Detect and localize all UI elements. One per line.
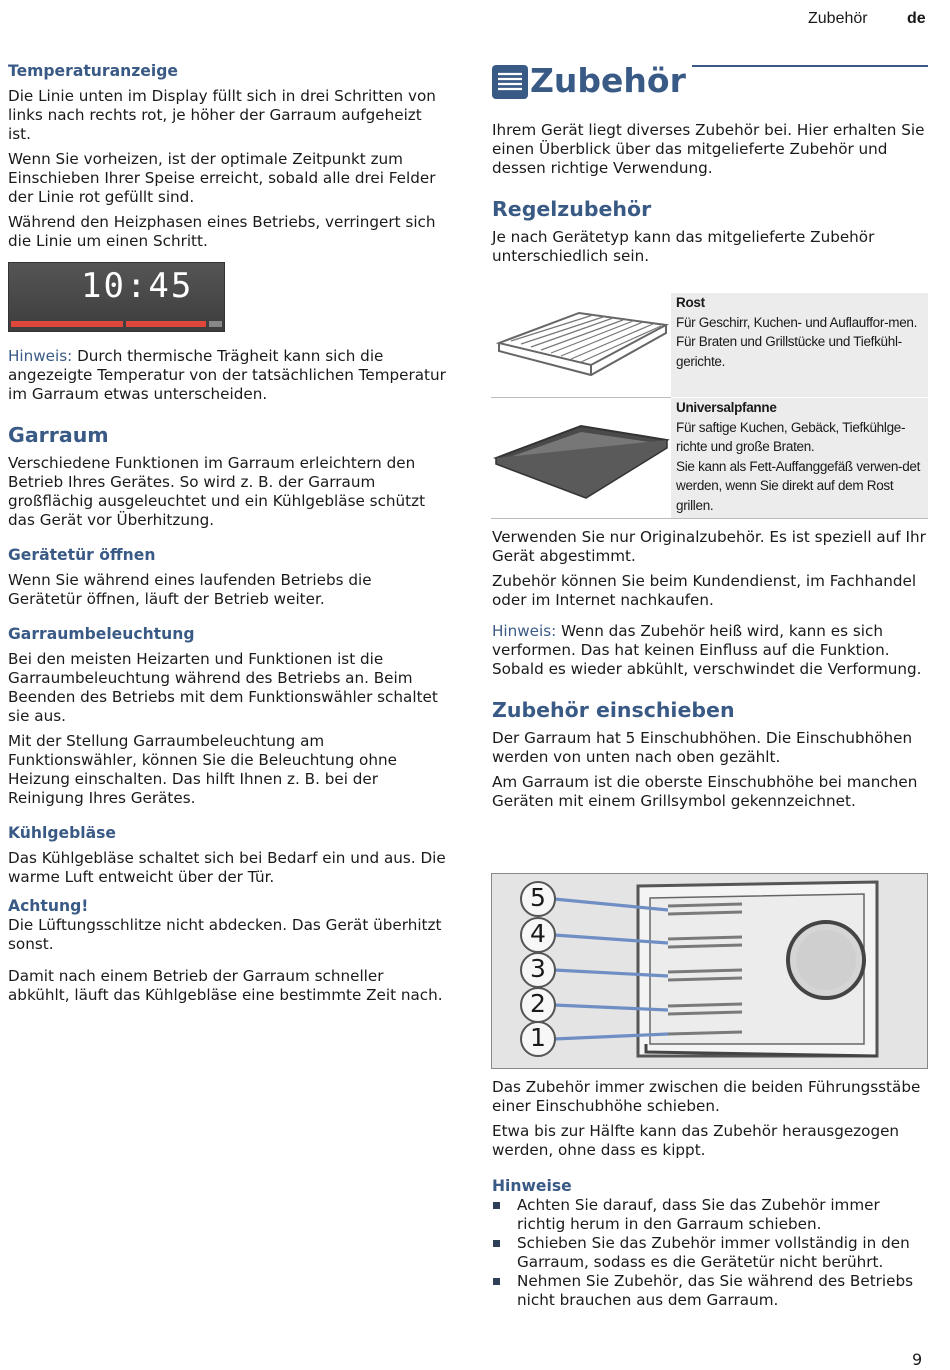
level-label-3: 3 (530, 954, 546, 983)
light-paragraph-2: Mit der Stellung Garraumbeleuchtung am Funktionswähler, können Sie die Beleuchtung ohne Heizung einschalten. Das hilft Ihnen z. B. bei der Reinigung Ihres Gerätes. (8, 732, 397, 807)
pan-desc-1: Für saftige Kuchen, Gebäck, Tiefkühlge-richte und große Braten. (676, 419, 906, 454)
left-column-lower (8, 347, 448, 1011)
hint-text: Durch thermische Trägheit kann sich die angezeigte Temperatur von der tatsächlichen Temperatur im Garraum etwas unterscheiden. (8, 347, 446, 403)
display-illustration (8, 262, 225, 332)
list-item (492, 1234, 932, 1272)
fan-paragraph-2: Damit nach einem Betrieb der Garraum schneller abkühlt, läuft das Kühlgebläse eine bestimmte Zeit nach. (8, 967, 443, 1004)
level-label-1: 1 (530, 1023, 546, 1052)
hint-text: Wenn das Zubehör heiß wird, kann es sich verformen. Das hat keinen Einfluss auf die Funktion. Sobald es wieder abkühlt, verschwindet die Verformung. (492, 622, 922, 678)
insert-paragraph-3: Das Zubehör immer zwischen die beiden Führungsstäbe einer Einschubhöhe schieben. (492, 1078, 921, 1115)
hint-item-1: Achten Sie darauf, dass Sie das Zubehör immer richtig herum in den Garraum schieben. (517, 1196, 880, 1233)
right-column-top (492, 121, 932, 272)
display-time: 10:45 (81, 266, 194, 306)
insert-paragraph-4: Etwa bis zur Hälfte kann das Zubehör herausgezogen werden, ohne dass es kippt. (492, 1122, 900, 1159)
original-paragraph: Verwenden Sie nur Originalzubehör. Es ist speziell auf Ihr Gerät abgestimmt. (492, 528, 926, 565)
insert-paragraph-2: Am Garraum ist die oberste Einschubhöhe bei manchen Geräten mit einem Grillsymbol gekennzeichnet. (492, 773, 918, 810)
heading-kuehlgeblaese: Kühlgebläse (8, 824, 116, 842)
level-label-4: 4 (530, 919, 546, 948)
level-label-2: 2 (530, 989, 546, 1018)
left-column (8, 62, 448, 257)
temp-paragraph-1: Die Linie unten im Display füllt sich in drei Schritten von links nach rechts rot, je höher der Garraum aufgeheizt ist. (8, 87, 436, 143)
heading-garraum: Garraum (8, 423, 109, 447)
heading-hinweise: Hinweise (492, 1177, 572, 1195)
heading-temperaturanzeige: Temperaturanzeige (8, 62, 178, 80)
pan-desc-2: Sie kann als Fett-Auffanggefäß verwen-det werden, wenn Sie direkt auf dem Rost grillen. (676, 458, 921, 513)
insert-paragraph-1: Der Garraum hat 5 Einschubhöhen. Die Einschubhöhen werden von unten nach oben gezählt. (492, 729, 913, 766)
pan-image (491, 398, 671, 519)
page-number: 9 (912, 1350, 923, 1369)
rack-image (491, 293, 671, 398)
pan-description (671, 398, 928, 519)
temp-bar-segment-3 (209, 321, 222, 327)
hint-display (8, 347, 448, 404)
garraum-paragraph: Verschiedene Funktionen im Garraum erleichtern den Betrieb Ihres Gerätes. So wird z. B. der Garraum großflächig ausgeleuchtet und ein Kühlgebläse schützt das Gerät vor Überhitzung. (8, 454, 426, 529)
rack-name: Rost (676, 295, 705, 310)
bullet-icon (493, 1240, 500, 1247)
hint-item-3: Nehmen Sie Zubehör, das Sie während des Betriebs nicht brauchen aus dem Garraum. (517, 1272, 914, 1309)
temp-paragraph-3: Während den Heizphasen eines Betriebs, verringert sich die Linie um einen Schritt. (8, 213, 436, 250)
buy-paragraph: Zubehör können Sie beim Kundendienst, im Fachhandel oder im Internet nachkaufen. (492, 572, 917, 609)
list-item (492, 1272, 932, 1310)
right-column-bottom (492, 1078, 932, 1310)
page-title: Zubehör (530, 61, 692, 101)
bullet-icon (493, 1278, 500, 1285)
running-header-language: de (907, 10, 926, 27)
heading-zubehoer-einschieben: Zubehör einschieben (492, 698, 735, 722)
heading-geraetetuer: Gerätetür öffnen (8, 546, 156, 564)
rack-desc-1: Für Geschirr, Kuchen- und Auflauffor-men. (676, 314, 918, 330)
rack-desc-2: Für Braten und Grillstücke und Tiefkühl-gerichte. (676, 334, 902, 369)
light-paragraph-1: Bei den meisten Heizarten und Funktionen ist die Garraumbeleuchtung während des Betriebs an. Beim Beenden des Betriebs mit dem Funktionswähler schaltet sie aus. (8, 650, 438, 725)
bullet-icon (493, 1202, 500, 1209)
rack-description (671, 293, 928, 397)
temp-bar-segment-1 (11, 321, 123, 327)
level-label-5: 5 (530, 883, 546, 912)
right-column-middle (492, 528, 932, 817)
book-icon (492, 65, 528, 99)
accessory-table (491, 293, 928, 519)
hint-accessory (492, 622, 932, 679)
hint-label: Hinweis: (8, 347, 73, 365)
running-header-section: Zubehör (808, 10, 868, 27)
hint-label: Hinweis: (492, 622, 557, 640)
temp-bar-segment-2 (126, 321, 206, 327)
regel-paragraph: Je nach Gerätetyp kann das mitgelieferte Zubehör unterschiedlich sein. (492, 228, 875, 265)
heading-regelzubehoer: Regelzubehör (492, 197, 652, 221)
temp-paragraph-2: Wenn Sie vorheizen, ist der optimale Zeitpunkt zum Einschieben Ihrer Speise erreicht, sobald alle drei Felder der Linie rot gefüllt sind. (8, 150, 436, 206)
oven-levels-illustration (491, 873, 928, 1069)
intro-paragraph: Ihrem Gerät liegt diverses Zubehör bei. Hier erhalten Sie einen Überblick über das mitgelieferte Zubehör und dessen richtige Verwendung. (492, 121, 925, 177)
fan-paragraph: Das Kühlgebläse schaltet sich bei Bedarf ein und aus. Die warme Luft entweicht über der Tür. (8, 849, 446, 886)
door-paragraph: Wenn Sie während eines laufenden Betriebs die Gerätetür öffnen, läuft der Betrieb weiter. (8, 571, 372, 608)
list-item (492, 1196, 932, 1234)
warning-text: Die Lüftungsschlitze nicht abdecken. Das Gerät überhitzt sonst. (8, 916, 442, 953)
heading-garraumbeleuchtung: Garraumbeleuchtung (8, 625, 195, 643)
pan-name: Universalpfanne (676, 400, 777, 415)
hint-item-2: Schieben Sie das Zubehör immer vollständig in den Garraum, sodass es die Gerätetür nicht berührt. (517, 1234, 910, 1271)
warning-label: Achtung! (8, 897, 89, 915)
